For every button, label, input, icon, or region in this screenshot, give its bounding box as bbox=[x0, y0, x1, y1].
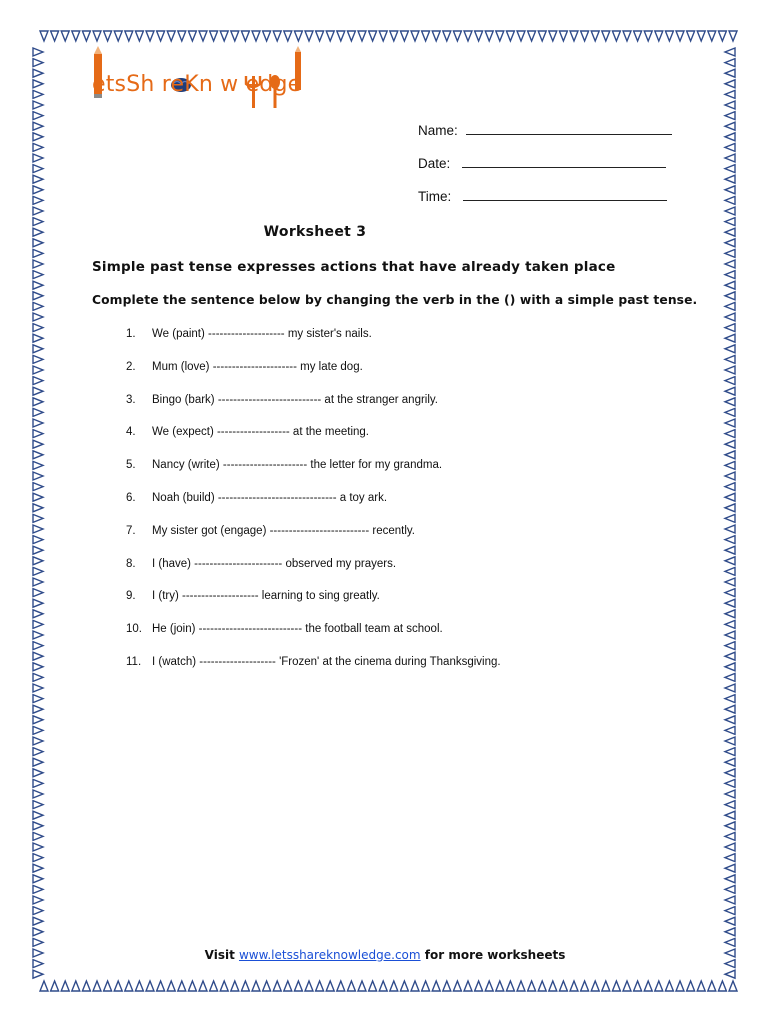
question-number: 10. bbox=[126, 623, 142, 635]
question-item bbox=[126, 361, 363, 373]
border-bottom bbox=[32, 976, 738, 994]
question-number: 5. bbox=[126, 459, 136, 471]
logo-text: etsSh reKn w edge bbox=[92, 72, 302, 97]
question-number: 9. bbox=[126, 590, 136, 602]
name-label: Name: bbox=[418, 123, 458, 138]
name-row bbox=[418, 122, 672, 138]
question-item bbox=[126, 590, 380, 602]
footer bbox=[0, 948, 770, 962]
name-field[interactable] bbox=[466, 122, 672, 135]
question-text: Noah (build) ------------------------------- a toy ark. bbox=[152, 492, 388, 504]
question-number: 2. bbox=[126, 361, 136, 373]
question-number: 1. bbox=[126, 328, 136, 340]
question-number: 8. bbox=[126, 558, 136, 570]
question-number: 11. bbox=[126, 656, 142, 668]
question-item bbox=[126, 525, 415, 537]
question-text: I (try) -------------------- learning to sing greatly. bbox=[152, 590, 380, 602]
worksheet-title: Worksheet 3 bbox=[263, 224, 367, 240]
question-item bbox=[126, 459, 442, 471]
worksheet-subtitle: Simple past tense expresses actions that have already taken place bbox=[92, 259, 616, 275]
footer-suffix: for more worksheets bbox=[420, 948, 566, 962]
time-label: Time: bbox=[418, 189, 452, 204]
question-text: We (expect) ------------------- at the meeting. bbox=[152, 426, 370, 438]
date-label: Date: bbox=[418, 156, 451, 171]
time-row bbox=[418, 188, 667, 204]
question-item bbox=[126, 328, 372, 340]
border-left bbox=[30, 28, 46, 994]
question-text: Nancy (write) ---------------------- the letter for my grandma. bbox=[152, 459, 443, 471]
question-number: 4. bbox=[126, 426, 136, 438]
border-right bbox=[722, 28, 738, 994]
question-number: 7. bbox=[126, 525, 136, 537]
question-text: My sister got (engage) -------------------------- recently. bbox=[152, 525, 415, 537]
border-top bbox=[32, 28, 738, 46]
question-text: Bingo (bark) --------------------------- at the stranger angrily. bbox=[152, 394, 438, 406]
question-item bbox=[126, 426, 369, 438]
time-field[interactable] bbox=[463, 188, 667, 201]
question-item bbox=[126, 656, 501, 668]
question-item bbox=[126, 558, 396, 570]
question-text: We (paint) -------------------- my sister's nails. bbox=[152, 328, 372, 340]
question-number: 6. bbox=[126, 492, 136, 504]
question-item bbox=[126, 623, 443, 635]
website-link[interactable]: www.letsshareknowledge.com bbox=[238, 948, 421, 962]
worksheet-instruction: Complete the sentence below by changing the verb in the () with a simple past tense. bbox=[92, 293, 698, 307]
question-item bbox=[126, 394, 438, 406]
question-text: Mum (love) ---------------------- my late dog. bbox=[152, 361, 363, 373]
question-text: He (join) --------------------------- the football team at school. bbox=[152, 623, 443, 635]
date-row bbox=[418, 155, 666, 171]
question-text: I (watch) -------------------- 'Frozen' at the cinema during Thanksgiving. bbox=[152, 656, 501, 668]
question-item bbox=[126, 492, 387, 504]
footer-prefix: Visit bbox=[204, 948, 239, 962]
question-number: 3. bbox=[126, 394, 136, 406]
date-field[interactable] bbox=[462, 155, 666, 168]
site-logo bbox=[92, 46, 352, 116]
question-text: I (have) ----------------------- observed my prayers. bbox=[152, 558, 397, 570]
